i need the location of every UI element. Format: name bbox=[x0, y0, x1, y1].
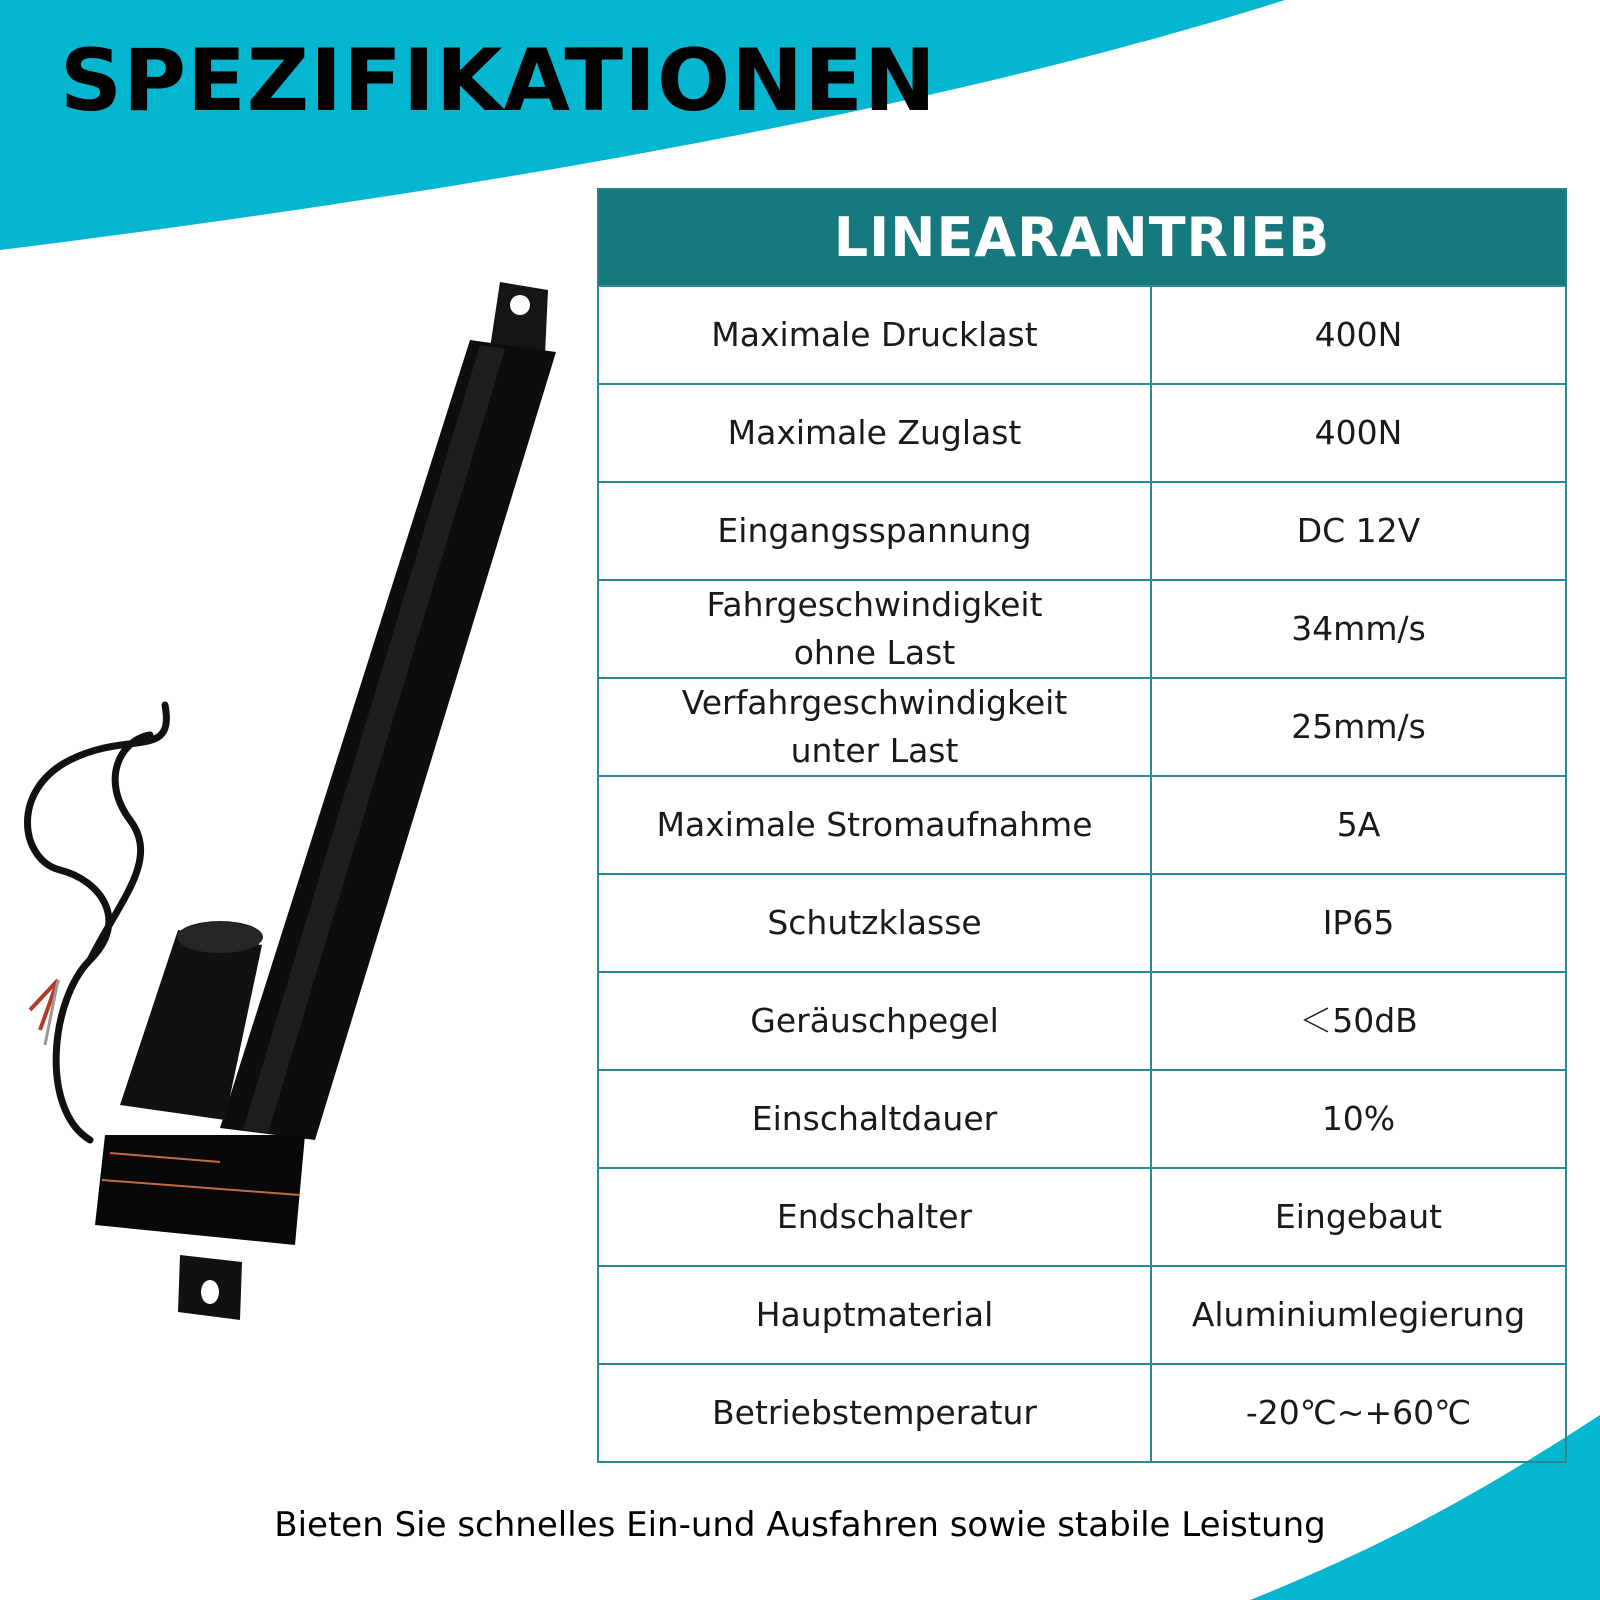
table-row bbox=[598, 482, 1566, 580]
linear-actuator-icon bbox=[0, 270, 600, 1330]
spec-table bbox=[597, 188, 1567, 1463]
spec-label: Maximale Stromaufnahme bbox=[598, 776, 1151, 874]
spec-label: Hauptmaterial bbox=[598, 1266, 1151, 1364]
spec-label: Maximale Zuglast bbox=[598, 384, 1151, 482]
spec-value: 34mm/s bbox=[1151, 580, 1566, 678]
spec-value: Aluminiumlegierung bbox=[1151, 1266, 1566, 1364]
table-row bbox=[598, 286, 1566, 384]
spec-label: Einschaltdauer bbox=[598, 1070, 1151, 1168]
spec-label: Betriebstemperatur bbox=[598, 1364, 1151, 1462]
table-row bbox=[598, 1070, 1566, 1168]
table-row bbox=[598, 1168, 1566, 1266]
spec-value: -20℃~+60℃ bbox=[1151, 1364, 1566, 1462]
spec-value: ＜50dB bbox=[1151, 972, 1566, 1070]
table-row bbox=[598, 1266, 1566, 1364]
table-row bbox=[598, 580, 1566, 678]
table-row bbox=[598, 1364, 1566, 1462]
spec-value: IP65 bbox=[1151, 874, 1566, 972]
spec-label: Schutzklasse bbox=[598, 874, 1151, 972]
spec-label: Fahrgeschwindigkeit ohne Last bbox=[598, 580, 1151, 678]
table-row bbox=[598, 874, 1566, 972]
spec-value: DC 12V bbox=[1151, 482, 1566, 580]
spec-value: 5A bbox=[1151, 776, 1566, 874]
spec-label: Eingangsspannung bbox=[598, 482, 1151, 580]
table-row bbox=[598, 972, 1566, 1070]
spec-label: Endschalter bbox=[598, 1168, 1151, 1266]
spec-value: 400N bbox=[1151, 384, 1566, 482]
spec-label: Geräuschpegel bbox=[598, 972, 1151, 1070]
spec-label: Verfahrgeschwindigkeit unter Last bbox=[598, 678, 1151, 776]
table-row bbox=[598, 678, 1566, 776]
spec-value: Eingebaut bbox=[1151, 1168, 1566, 1266]
table-row bbox=[598, 776, 1566, 874]
table-row bbox=[598, 384, 1566, 482]
spec-table-header: LINEARANTRIEB bbox=[598, 189, 1566, 286]
spec-value: 10% bbox=[1151, 1070, 1566, 1168]
spec-label: Maximale Drucklast bbox=[598, 286, 1151, 384]
spec-value: 400N bbox=[1151, 286, 1566, 384]
page-title: SPEZIFIKATIONEN bbox=[60, 31, 937, 131]
spec-value: 25mm/s bbox=[1151, 678, 1566, 776]
footer-tagline: Bieten Sie schnelles Ein-und Ausfahren sowie stabile Leistung bbox=[274, 1505, 1326, 1545]
